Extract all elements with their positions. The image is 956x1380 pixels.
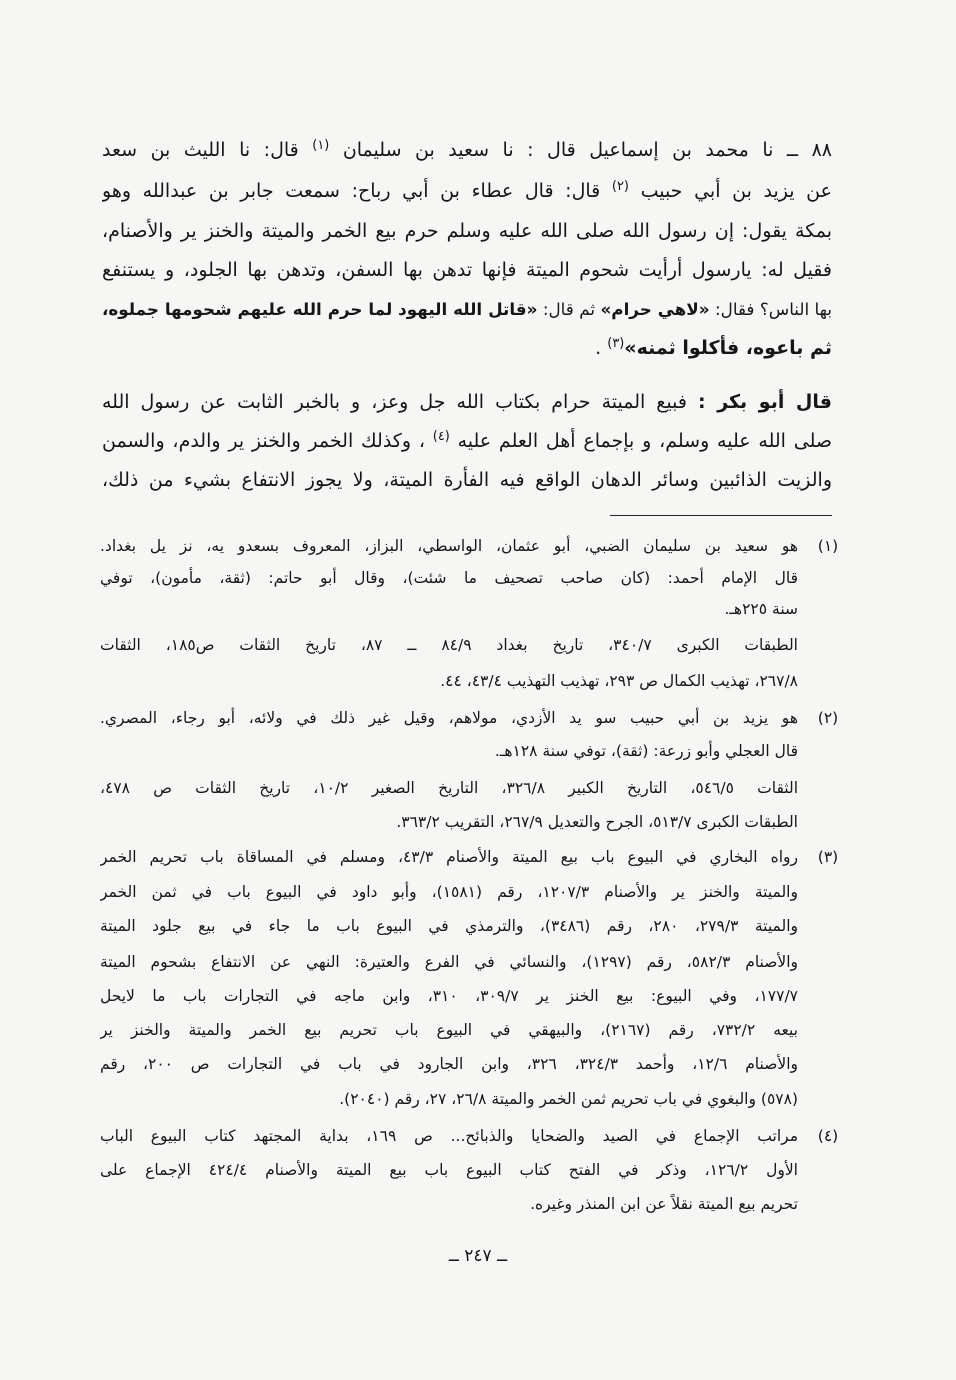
text-segment: ، وكذلك الخمر والخنز ير والدم، والسمن: [102, 430, 425, 452]
text-segment: .: [595, 337, 602, 359]
hadith-quote: ثم باعوه، فأكلوا ثمنه»: [624, 337, 832, 359]
main-text-line: [102, 462, 832, 498]
footnote-line: والأصنام ١٢/٦، وأحمد ٣٢٤/٣، ٣٢٦، وابن الجارود في باب في التجارات ص ٢٠٠، رقم: [100, 1055, 798, 1073]
text-segment: فقيل له: يارسول أرأيت شحوم الميتة فإنها تدهن بها السفن، وتدهن بها الجلود، و يستنفع: [102, 259, 832, 281]
footnote-line: الثقات ٥٤٦/٥، التاريخ الكبير ٣٢٦/٨، التاريخ الصغير ١٠/٢، تاريخ الثقات ص ٤٧٨،: [100, 779, 798, 797]
text-segment: قال: نا الليث بن سعد: [102, 139, 299, 161]
hadith-quote: «لاهي حرام»: [600, 299, 710, 319]
text-segment: عن يزيد بن أبي حبيب: [640, 180, 832, 202]
footnote-marker: (١): [817, 537, 839, 555]
footnote-marker: (٤): [817, 1127, 839, 1145]
page-number: ــ ٢٤٧ ــ: [448, 1246, 508, 1266]
footnote-reference: (١): [312, 137, 330, 153]
footnote-line: والأصنام ٥٨٢/٣، رقم (١٢٩٧)، والنسائي في الفرع والعتيرة: النهي عن الانتفاع بشحوم الميتة: [100, 953, 798, 971]
footnote-line: (٥٧٨) والبغوي في باب تحريم ثمن الخمر والميتة ٢٦/٨، ٢٧، رقم (٢٠٤٠).: [339, 1090, 798, 1108]
footnote-line: ١٧٧/٧، وفي البيوع: بيع الخنز ير ٣٠٩/٧، ٣١٠، وابن ماجه في التجارات باب ما لايحل: [100, 987, 798, 1005]
text-segment: ثم قال:: [542, 299, 596, 319]
hadith-quote: «قاتل الله اليهود لما حرم الله عليهم شحومها جملوه،: [102, 299, 538, 319]
footnote-line: هو سعيد بن سليمان الضبي، أبو عثمان، الواسطي، البزاز، المعروف بسعدو يه، نز يل بغداد.: [100, 537, 798, 555]
footnote-line: ٢٦٧/٨، تهذيب الكمال ص ٢٩٣، تهذيب التهذيب ٤٣/٤، ٤٤.: [440, 672, 798, 690]
text-segment: فبيع الميتة حرام بكتاب الله جل وعز، و بالخبر الثابت عن رسول الله: [102, 391, 687, 413]
speaker-label: قال أبو بكر :: [698, 391, 832, 413]
text-segment: صلى الله عليه وسلم، و بإجماع أهل العلم عليه: [457, 430, 832, 452]
text-segment: قال: قال عطاء بن أبي رباح: سمعت جابر بن عبدالله وهو: [102, 180, 601, 202]
footnote-line: والميتة ٢٧٩/٣، ٢٨٠، رقم (٣٤٨٦)، والترمذي في البيوع باب ما جاء في بيع جلود الميتة: [100, 917, 798, 935]
footnote-marker: (٣): [817, 848, 839, 866]
footnote-line: الطبقات الكبرى ٥١٣/٧، الجرح والتعديل ٢٦٧/٩، التقريب ٣٦٣/٢.: [396, 813, 798, 831]
text-segment: بمكة يقول: إن رسول الله صلى الله عليه وسلم حرم بيع الخمر والميتة والخنز ير والأصنام،: [102, 220, 832, 242]
main-text-line: [102, 423, 832, 459]
main-text-line: [102, 291, 832, 327]
footnote-line: سنة ٢٢٥هـ.: [724, 600, 798, 618]
footnote-line: بيعه ٧٣٢/٢، رقم (٢١٦٧)، والبيهقي في البيوع باب تحريم بيع الخمر والميتة والخنز ير: [100, 1021, 798, 1039]
main-text-line: [102, 213, 832, 249]
footnote-line: والميتة والخنز ير والأصنام ١٢٠٧/٣، رقم (١٥٨١)، وأبو داود في البيوع باب في ثمن الخمر: [100, 883, 798, 901]
text-segment: والزيت الذائبين وسائر الدهان الواقع فيه الفأرة الميتة، ولا يجوز الانتفاع بشيء من ذلك،: [102, 469, 832, 491]
footnote-line: رواه البخاري في البيوع باب بيع الميتة والأصنام ٤٣/٣، ومسلم في المساقاة باب تحريم الخمر: [100, 848, 798, 866]
footnote-divider: [610, 515, 832, 516]
main-text-line: [102, 132, 832, 168]
footnote-line: هو يزيد بن أبي حبيب سو يد الأزدي، مولاهم، وقيل غير ذلك في ولائه، أبو رجاء، المصري.: [100, 709, 798, 727]
main-text-line: [102, 330, 832, 366]
main-text-line: [102, 384, 832, 420]
footnote-line: الأول ١٢٦/٢، وذكر في الفتح كتاب البيوع باب بيع الميتة والأصنام ٤٢٤/٤ الإجماع على: [100, 1161, 798, 1179]
footnote-reference: (٣): [607, 335, 625, 351]
footnote-marker: (٢): [817, 709, 839, 727]
footnote-line: قال الإمام أحمد: (كان صاحب تصحيف ما شئت)، وقال أبو حاتم: (ثقة، مأمون)، توفي: [100, 569, 798, 587]
footnote-line: قال العجلي وأبو زرعة: (ثقة)، توفي سنة ١٢٨هـ.: [494, 742, 798, 760]
footnote-reference: (٢): [611, 178, 629, 194]
footnote-line: الطبقات الكبرى ٣٤٠/٧، تاريخ بغداد ٨٤/٩ ــ ٨٧، تاريخ الثقات ص١٨٥، الثقات: [100, 636, 798, 654]
main-text-line: [102, 173, 832, 209]
footnote-line: مراتب الإجماع في الصيد والضحايا والذبائح... ص ١٦٩، بداية المجتهد كتاب البيوع الباب: [100, 1127, 798, 1145]
footnote-line: تحريم بيع الميتة نقلاً عن ابن المنذر وغيره.: [530, 1195, 798, 1213]
main-text-line: [102, 252, 832, 288]
text-segment: ٨٨ ــ نا محمد بن إسماعيل قال : نا سعيد بن سليمان: [342, 139, 832, 161]
text-segment: بها الناس؟ فقال:: [715, 299, 832, 319]
footnote-reference: (٤): [432, 428, 450, 444]
